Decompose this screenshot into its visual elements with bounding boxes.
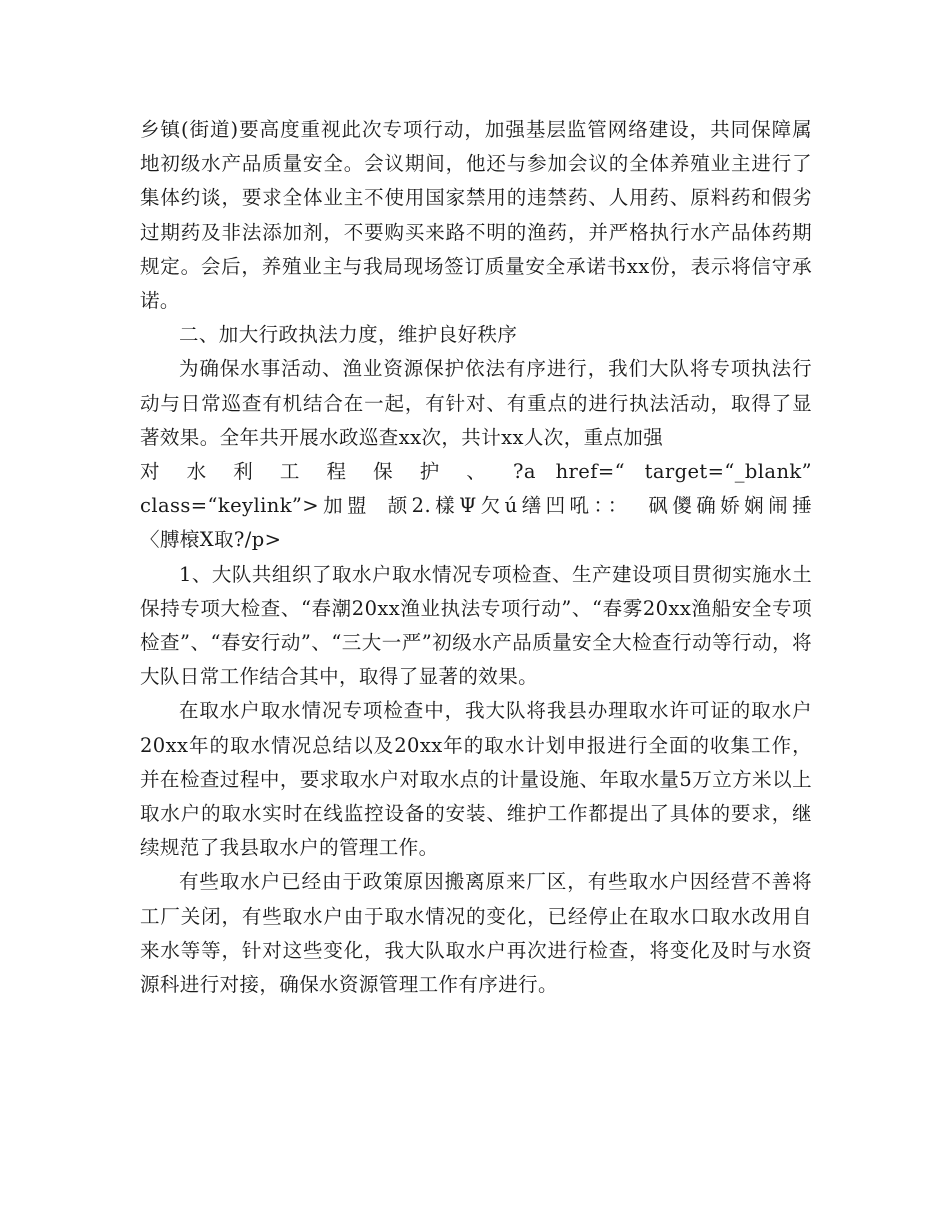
paragraph-water-changes: 有些取水户已经由于政策原因搬离原来厂区，有些取水户因经营不善将工厂关闭，有些取水户由于取水情况的变化，已经停止在取水口取水改用自来水等等，针对这些变化，我大队取水户再次进行检查，将变化及时与水资源科进行对接，确保水资源管理工作有序进行。	[140, 870, 812, 997]
section-heading-enforcement: 二、加大行政执法力度，维护良好秩序	[179, 323, 518, 347]
paragraph-water-inspection: 在取水户取水情况专项检查中，我大队将我县办理取水许可证的取水户20xx年的取水情况总结以及20xx年的取水计划申报进行全面的收集工作，并在检查过程中，要求取水户对取水点的计量设施、年取水量5万立方米以上取水户的取水实时在线监控设备的安装、维护工作都提出了具体的要求，继续规范了我县取水户的管理工作。	[140, 699, 812, 860]
paragraph-meeting-summary: 乡镇(街道)要高度重视此次专项行动，加强基层监管网络建设，共同保障属地初级水产品质量安全。会议期间，他还与参加会议的全体养殖业主进行了集体约谈，要求全体业主不使用国家禁用的违禁药、人用药、原料药和假劣过期药及非法添加剂，不要购买来路不明的渔药，并严格执行水产品体药期规定。会后，养殖业主与我局现场签订质量安全承诺书xx份，表示将信守承诺。	[140, 118, 812, 313]
paragraph-enforcement-intro: 为确保水事活动、渔业资源保护依法有序进行，我们大队将专项执法行动与日常巡查有机结合在一起，有针对、有重点的进行执法活动，取得了显著效果。全年共开展水政巡查xx次，共计xx人次，重点加强	[140, 357, 812, 449]
paragraph-garbled-line: 对 水 利 工 程 保 护 、 ?a href=“ target=“_blank” class=“keylink”>加盟 颉2.樣Ψ欠ú缮凹吼：： 砜儍确娇娴闹捶	[140, 460, 812, 518]
paragraph-item-1: 1、大队共组织了取水户取水情况专项检查、生产建设项目贯彻实施水土保持专项大检查、“春潮20xx渔业执法专项行动”、“春雾20xx渔船安全专项检查”、“春安行动”、“三大一严”初级水产品质量安全大检查行动等行动，将大队日常工作结合其中，取得了显著的效果。	[140, 562, 812, 689]
document-body	[140, 113, 812, 1002]
paragraph-garbled-tail: 〈膊榱Ⅹ取?/p>	[140, 528, 282, 552]
